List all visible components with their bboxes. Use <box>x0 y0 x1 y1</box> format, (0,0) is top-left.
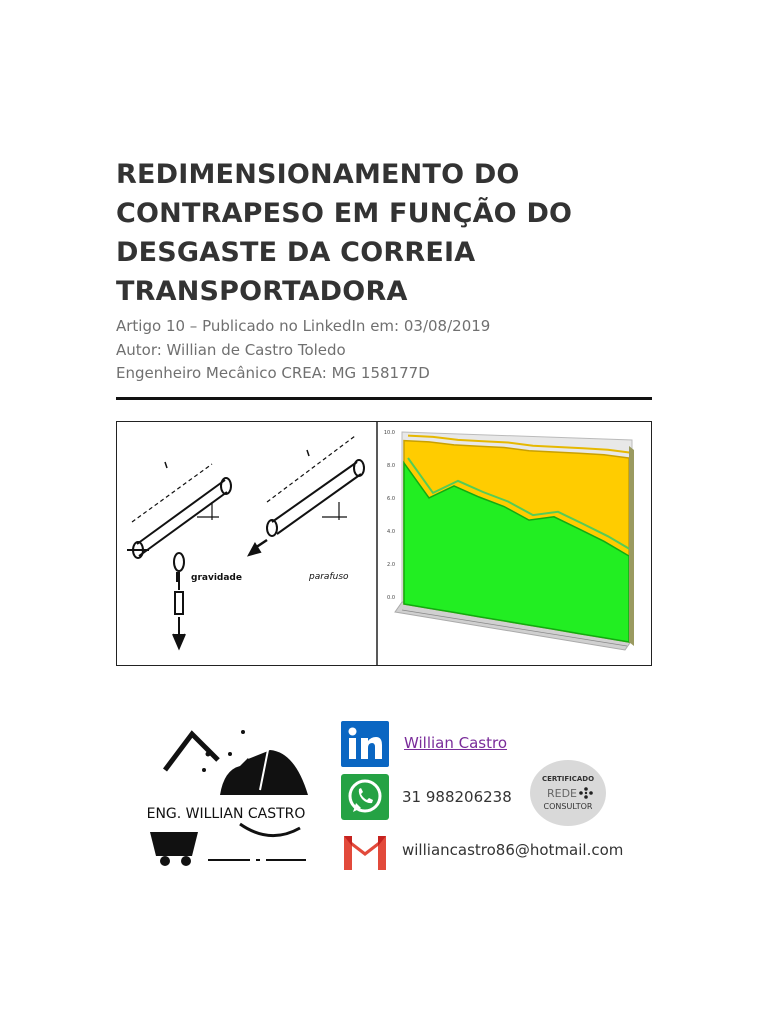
author-info: Autor: Willian de Castro Toledo <box>116 341 346 359</box>
y-tick-label: 2.0 <box>387 562 395 568</box>
roof-icon <box>165 734 218 770</box>
certification-seal <box>529 759 607 827</box>
screw-label: parafuso <box>309 572 349 582</box>
y-tick-label: 0.0 <box>387 595 395 601</box>
figure-panel <box>116 421 652 666</box>
y-axis-ticks <box>384 430 395 601</box>
seal-line2: REDE <box>546 787 578 800</box>
seal-line3: CONSULTOR <box>543 802 593 811</box>
divider <box>116 397 652 400</box>
y-tick-label: 8.0 <box>387 463 395 469</box>
y-tick-label: 10.0 <box>383 430 395 436</box>
gravity-label: gravidade <box>191 573 242 583</box>
email-address[interactable]: williancastro86@hotmail.com <box>402 841 624 859</box>
screw-takeup-diagram <box>249 436 364 555</box>
crea-info: Engenheiro Mecânico CREA: MG 158177D <box>116 364 430 382</box>
company-logo <box>120 720 332 876</box>
figure-svg <box>117 422 651 665</box>
wear-chart <box>384 430 634 650</box>
publication-info: Artigo 10 – Publicado no LinkedIn em: 03/08/2019 <box>116 317 491 335</box>
linkedin-profile-link[interactable]: Willian Castro <box>404 734 508 752</box>
whatsapp-icon[interactable] <box>341 774 389 820</box>
y-tick-label: 4.0 <box>387 529 395 535</box>
gmail-icon[interactable] <box>341 828 389 874</box>
gravity-takeup-diagram <box>127 462 231 648</box>
linkedin-icon[interactable] <box>341 721 389 767</box>
y-tick-label: 6.0 <box>387 496 395 502</box>
logo-text: ENG. WILLIAN CASTRO <box>146 806 306 822</box>
mine-cart-icon <box>150 832 198 856</box>
chart-side-wall <box>629 446 634 646</box>
seal-line1: CERTIFICADO <box>541 775 595 783</box>
page-title: REDIMENSIONAMENTO DO CONTRAPESO EM FUNÇÃO DO DESGASTE DA CORREIA TRANSPORTADORA <box>116 159 573 307</box>
phone-number: 31 988206238 <box>402 788 512 806</box>
